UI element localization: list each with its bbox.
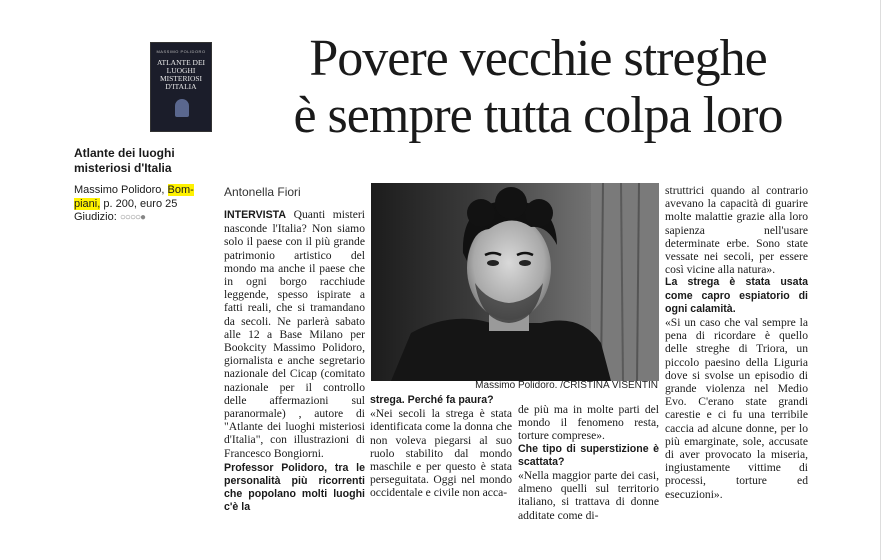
page-edge-rule bbox=[880, 0, 881, 560]
answer-2-continued: struttrici quando al contrario avevano la capacità di guarire molte malattie grazie alla loro sapienza nell'usare determinate erbe. Sono state vessate nei secoli, per essere così vicine alla natura». bbox=[665, 184, 808, 277]
book-cover-image bbox=[150, 42, 212, 132]
book-cover-author: MASSIMO POLIDORO bbox=[156, 49, 206, 54]
question-2: Che tipo di superstizione è scattata? bbox=[518, 442, 659, 468]
headline-line1: Povere vecchie streghe bbox=[309, 30, 767, 87]
answer-1-continued: de più ma in molte parti del mondo il fenomeno resta, torture comprese». bbox=[518, 403, 659, 443]
book-rating bbox=[74, 211, 145, 224]
book-publisher-highlight-1: Bom- bbox=[167, 184, 194, 196]
book-author: Massimo Polidoro, bbox=[74, 184, 168, 196]
article-column-1 bbox=[224, 208, 365, 514]
book-publisher-highlight-2: piani, bbox=[74, 197, 101, 210]
book-title bbox=[74, 146, 204, 176]
article-column-3 bbox=[518, 403, 659, 522]
answer-2: «Nella maggior parte dei casi, almeno quelli sul territorio italiano, si trattava di donne additate come di- bbox=[518, 469, 659, 522]
book-title-line2: misteriosi d'Italia bbox=[74, 161, 172, 175]
article-column-4 bbox=[665, 184, 808, 501]
question-1-end: strega. Perché fa paura? bbox=[370, 394, 494, 406]
answer-3: «Si un caso che val sempre la pena di ricordare è quello delle streghe di Triora, un piccolo paesino della Liguria dove si svolse un episodio di grande violenza nel Medio Evo. C'erano state grandi carestie e ci fu una terribile caccia ad alcune donne, per lo più emarginate, sole, accusate di aver provocato la miseria, ingiustamente vittime di processi, torture ed esecuzioni». bbox=[665, 316, 808, 501]
byline: Antonella Fiori bbox=[224, 185, 301, 199]
article-column-2 bbox=[370, 394, 512, 500]
author-portrait-image bbox=[371, 183, 659, 381]
book-cover-figure bbox=[175, 99, 189, 117]
question-3: La strega è stata usata come capro espiatorio di ogni calamità. bbox=[665, 276, 808, 315]
book-info bbox=[74, 184, 209, 211]
rating-label: Giudizio: bbox=[74, 211, 120, 223]
intro-label: INTERVISTA bbox=[224, 209, 286, 221]
question-1-start: Professor Polidoro, tra le personalità più ricorrenti che popolano molti luoghi c'è la bbox=[224, 461, 365, 513]
answer-1: «Nei secoli la strega è stata identificata come la donna che non voleva piegarsi al suo ruolo stabilito dal mondo maschile e per questo è stata perseguitata. Oggi nel mondo occidentale e civile non acca- bbox=[370, 407, 512, 500]
author-photo bbox=[371, 183, 659, 381]
headline bbox=[258, 30, 818, 144]
book-title-line1: Atlante dei luoghi bbox=[74, 146, 175, 160]
book-cover-title: ATLANTE DEI LUOGHI MISTERIOSI D'ITALIA bbox=[156, 58, 206, 91]
book-details: p. 200, euro 25 bbox=[100, 197, 178, 210]
photo-caption: Massimo Polidoro. /CRISTINA VISENTIN bbox=[475, 380, 658, 391]
rating-dots-icon: ○○○○● bbox=[119, 212, 146, 223]
headline-line2: è sempre tutta colpa loro bbox=[293, 87, 783, 144]
intro-text: Quanti misteri nasconde l'Italia? Non siamo solo il paese con il più grande patrimonio artistico del mondo ma anche il paese che in ogni borgo racchiude leggende, spesso ispirate a fatti reali, che si tramandano da secoli. Ne parlerà sabato alle 12 a Base Milano per Bookcity Massimo Polidoro, giornalista e anche segretario nazionale del Cicap (comitato nazionale per il controllo delle affermazioni sul paranormale) , autore di "Atlante dei luoghi misteriosi d'Italia", con illustrazioni di Francesco Bongiorni. bbox=[224, 208, 365, 460]
